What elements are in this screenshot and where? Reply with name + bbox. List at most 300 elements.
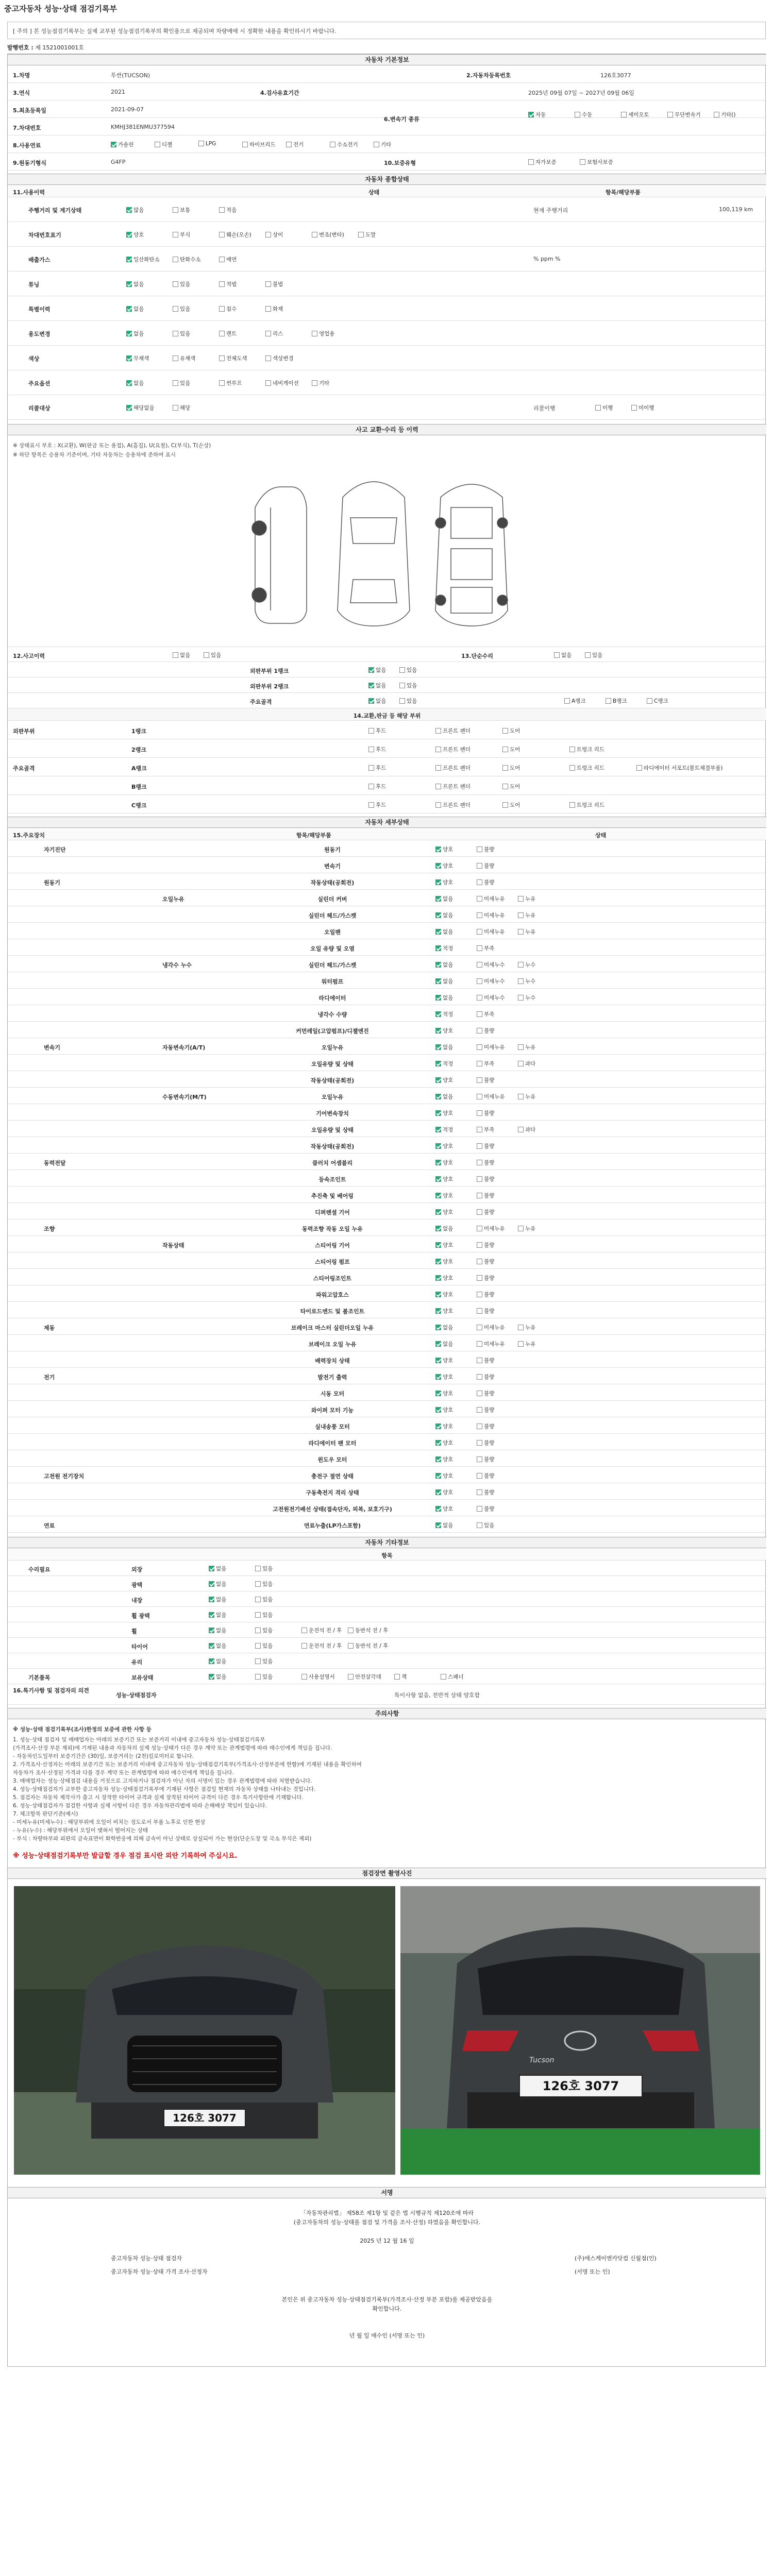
checkbox[interactable] [569, 747, 575, 752]
checkbox[interactable] [255, 1658, 261, 1664]
checkbox[interactable] [435, 1242, 441, 1248]
option-1[interactable] [477, 1406, 494, 1414]
checkbox[interactable] [477, 978, 482, 984]
option-5[interactable] [358, 231, 376, 239]
checkbox[interactable] [518, 1127, 524, 1132]
checkbox[interactable] [374, 142, 379, 147]
option-3[interactable] [265, 280, 283, 288]
option-2[interactable] [502, 764, 520, 772]
option-1[interactable] [477, 1241, 494, 1249]
option-1[interactable] [255, 1596, 273, 1603]
checkbox[interactable] [219, 331, 225, 336]
option-1[interactable] [255, 1673, 273, 1681]
checkbox[interactable] [477, 1242, 482, 1248]
checkbox[interactable] [368, 698, 374, 704]
option-0[interactable] [435, 1324, 453, 1331]
checkbox[interactable] [330, 142, 335, 147]
checkbox[interactable] [126, 257, 132, 262]
option-2[interactable] [518, 994, 535, 1002]
checkbox[interactable] [435, 1341, 441, 1347]
option-1[interactable] [173, 379, 190, 387]
option-0[interactable] [435, 1357, 453, 1364]
option-1[interactable] [575, 111, 592, 118]
option-2[interactable] [219, 354, 247, 362]
checkbox[interactable] [518, 896, 524, 902]
option-3[interactable] [265, 330, 283, 337]
option-3[interactable] [348, 1626, 388, 1634]
option-0[interactable] [595, 404, 613, 412]
checkbox[interactable] [477, 1489, 482, 1495]
option-1[interactable] [255, 1580, 273, 1588]
checkbox[interactable] [435, 1209, 441, 1215]
checkbox[interactable] [368, 765, 374, 771]
option-4[interactable] [636, 764, 723, 772]
option-1[interactable] [477, 1258, 494, 1265]
option-5[interactable] [441, 1673, 463, 1681]
option-0[interactable] [435, 1389, 453, 1397]
checkbox[interactable] [477, 945, 482, 951]
checkbox[interactable] [435, 1308, 441, 1314]
option-2[interactable] [219, 379, 242, 387]
checkbox[interactable] [435, 1522, 441, 1528]
option-1[interactable] [477, 1472, 494, 1480]
option-0[interactable] [435, 1126, 453, 1133]
checkbox[interactable] [265, 306, 271, 312]
option-0[interactable] [435, 1241, 453, 1249]
checkbox[interactable] [126, 331, 132, 336]
option-1[interactable] [173, 280, 190, 288]
checkbox[interactable] [255, 1566, 261, 1571]
checkbox[interactable] [477, 846, 482, 852]
option-1[interactable] [477, 845, 494, 853]
checkbox[interactable] [477, 1160, 482, 1165]
option-0[interactable] [126, 379, 144, 387]
checkbox[interactable] [528, 112, 534, 117]
option-0[interactable] [435, 845, 453, 853]
option-1[interactable] [580, 158, 613, 166]
option-0[interactable] [435, 1208, 453, 1216]
checkbox[interactable] [265, 380, 271, 386]
checkbox[interactable] [518, 995, 524, 1001]
option-1[interactable] [477, 1126, 494, 1133]
checkbox[interactable] [435, 1374, 441, 1380]
checkbox[interactable] [435, 912, 441, 918]
option-0[interactable] [126, 305, 144, 313]
option-1[interactable] [477, 1159, 494, 1166]
checkbox[interactable] [477, 1028, 482, 1033]
checkbox[interactable] [368, 683, 374, 688]
option-1[interactable] [435, 727, 470, 735]
option-2[interactable] [518, 928, 535, 936]
option-0[interactable] [435, 1076, 453, 1084]
checkbox[interactable] [477, 1506, 482, 1512]
checkbox[interactable] [173, 257, 178, 262]
checkbox[interactable] [435, 863, 441, 869]
option-0[interactable] [435, 1142, 453, 1150]
checkbox[interactable] [477, 1341, 482, 1347]
checkbox[interactable] [255, 1581, 261, 1587]
option-0[interactable] [435, 944, 453, 952]
option-2[interactable] [518, 961, 535, 969]
option-3[interactable] [242, 141, 276, 148]
option-0[interactable] [435, 1340, 453, 1348]
option-0[interactable] [209, 1596, 226, 1603]
checkbox[interactable] [502, 765, 508, 771]
checkbox[interactable] [714, 112, 719, 117]
checkbox[interactable] [265, 281, 271, 287]
checkbox[interactable] [219, 281, 225, 287]
checkbox[interactable] [477, 1292, 482, 1297]
option-1[interactable] [477, 1439, 494, 1447]
option-2[interactable] [219, 305, 237, 313]
option-0[interactable] [554, 651, 572, 659]
checkbox[interactable] [126, 207, 132, 213]
option-2[interactable] [518, 1225, 535, 1232]
checkbox[interactable] [219, 207, 225, 213]
option-0[interactable] [435, 895, 453, 903]
option-0[interactable] [368, 727, 386, 735]
checkbox[interactable] [518, 1044, 524, 1050]
option-1[interactable] [399, 666, 417, 674]
option-0[interactable] [126, 256, 160, 263]
option-0[interactable] [435, 928, 453, 936]
checkbox[interactable] [348, 1628, 354, 1633]
checkbox[interactable] [265, 232, 271, 238]
option-1[interactable] [477, 1043, 505, 1051]
checkbox[interactable] [435, 1028, 441, 1033]
option-1[interactable] [477, 1324, 505, 1331]
option-0[interactable] [435, 1505, 453, 1513]
option-1[interactable] [477, 928, 505, 936]
option-4[interactable] [286, 141, 304, 148]
option-2[interactable] [518, 895, 535, 903]
option-1[interactable] [606, 697, 627, 705]
checkbox[interactable] [435, 1143, 441, 1149]
option-2[interactable] [518, 1324, 535, 1331]
checkbox[interactable] [435, 1127, 441, 1132]
option-0[interactable] [111, 141, 133, 148]
checkbox[interactable] [477, 1110, 482, 1116]
checkbox[interactable] [435, 1440, 441, 1446]
option-1[interactable] [255, 1626, 273, 1634]
checkbox[interactable] [435, 945, 441, 951]
checkbox[interactable] [435, 1044, 441, 1050]
option-1[interactable] [173, 231, 190, 239]
option-0[interactable] [368, 783, 386, 790]
option-2[interactable] [621, 111, 649, 118]
checkbox[interactable] [518, 929, 524, 935]
checkbox[interactable] [219, 355, 225, 361]
checkbox[interactable] [477, 929, 482, 935]
option-4[interactable] [312, 231, 344, 239]
option-1[interactable] [477, 1060, 494, 1067]
option-0[interactable] [435, 1225, 453, 1232]
checkbox[interactable] [435, 1110, 441, 1116]
checkbox[interactable] [173, 207, 178, 213]
option-1[interactable] [477, 1175, 494, 1183]
option-2[interactable] [518, 1093, 535, 1100]
option-1[interactable] [477, 977, 505, 985]
checkbox[interactable] [399, 667, 405, 673]
option-1[interactable] [155, 141, 172, 148]
option-1[interactable] [477, 1109, 494, 1117]
checkbox[interactable] [219, 380, 225, 386]
option-2[interactable] [502, 801, 520, 809]
checkbox[interactable] [435, 802, 441, 808]
option-0[interactable] [368, 697, 386, 705]
checkbox[interactable] [569, 765, 575, 771]
checkbox[interactable] [209, 1581, 214, 1587]
checkbox[interactable] [173, 331, 178, 336]
checkbox[interactable] [477, 1407, 482, 1413]
option-0[interactable] [209, 1642, 226, 1650]
checkbox[interactable] [209, 1674, 214, 1680]
option-1[interactable] [399, 682, 417, 689]
checkbox[interactable] [435, 1275, 441, 1281]
option-2[interactable] [647, 697, 668, 705]
option-1[interactable] [477, 895, 505, 903]
option-0[interactable] [126, 280, 144, 288]
option-1[interactable] [631, 404, 654, 412]
checkbox[interactable] [435, 1176, 441, 1182]
option-1[interactable] [477, 1389, 494, 1397]
option-0[interactable] [435, 1010, 453, 1018]
checkbox[interactable] [126, 306, 132, 312]
option-0[interactable] [435, 1488, 453, 1496]
checkbox[interactable] [606, 698, 611, 704]
checkbox[interactable] [502, 728, 508, 734]
checkbox[interactable] [477, 1456, 482, 1462]
option-1[interactable] [477, 1291, 494, 1298]
option-2[interactable] [198, 141, 216, 147]
checkbox[interactable] [477, 1358, 482, 1363]
option-2[interactable] [518, 1043, 535, 1051]
option-0[interactable] [209, 1657, 226, 1665]
checkbox[interactable] [580, 159, 585, 165]
checkbox[interactable] [255, 1597, 261, 1602]
checkbox[interactable] [518, 1325, 524, 1330]
option-1[interactable] [255, 1642, 273, 1650]
option-2[interactable] [518, 1340, 535, 1348]
checkbox[interactable] [399, 683, 405, 688]
checkbox[interactable] [209, 1597, 214, 1602]
option-0[interactable] [435, 1043, 453, 1051]
option-1[interactable] [477, 961, 505, 969]
option-2[interactable] [219, 206, 237, 214]
checkbox[interactable] [348, 1643, 354, 1649]
checkbox[interactable] [435, 1506, 441, 1512]
checkbox[interactable] [518, 1061, 524, 1066]
checkbox[interactable] [173, 306, 178, 312]
option-2[interactable] [301, 1642, 342, 1650]
checkbox[interactable] [435, 1358, 441, 1363]
option-1[interactable] [477, 1027, 494, 1035]
option-3[interactable] [265, 305, 283, 313]
checkbox[interactable] [173, 355, 178, 361]
checkbox[interactable] [255, 1643, 261, 1649]
checkbox[interactable] [255, 1628, 261, 1633]
option-0[interactable] [368, 682, 386, 689]
checkbox[interactable] [255, 1674, 261, 1680]
option-1[interactable] [173, 404, 190, 412]
checkbox[interactable] [111, 142, 116, 147]
checkbox[interactable] [435, 978, 441, 984]
option-6[interactable] [374, 141, 391, 148]
checkbox[interactable] [204, 652, 209, 658]
option-2[interactable] [518, 1060, 535, 1067]
checkbox[interactable] [435, 1160, 441, 1165]
option-1[interactable] [477, 1521, 494, 1529]
checkbox[interactable] [477, 1391, 482, 1396]
option-1[interactable] [435, 783, 470, 790]
checkbox[interactable] [399, 698, 405, 704]
checkbox[interactable] [477, 912, 482, 918]
checkbox[interactable] [477, 1325, 482, 1330]
option-0[interactable] [435, 1439, 453, 1447]
checkbox[interactable] [477, 879, 482, 885]
option-0[interactable] [368, 745, 386, 753]
checkbox[interactable] [209, 1643, 214, 1649]
option-0[interactable] [209, 1673, 226, 1681]
option-0[interactable] [209, 1580, 226, 1588]
option-2[interactable] [301, 1673, 335, 1681]
option-0[interactable] [435, 1192, 453, 1199]
option-1[interactable] [477, 1142, 494, 1150]
option-0[interactable] [435, 1307, 453, 1315]
checkbox[interactable] [477, 1127, 482, 1132]
checkbox[interactable] [477, 1374, 482, 1380]
checkbox[interactable] [575, 112, 580, 117]
option-0[interactable] [368, 801, 386, 809]
checkbox[interactable] [435, 784, 441, 789]
option-1[interactable] [477, 994, 505, 1002]
option-2[interactable] [502, 745, 520, 753]
option-0[interactable] [126, 404, 155, 412]
option-2[interactable] [518, 977, 535, 985]
checkbox[interactable] [435, 1259, 441, 1264]
checkbox[interactable] [631, 405, 637, 411]
option-4[interactable] [312, 379, 329, 387]
checkbox[interactable] [435, 995, 441, 1001]
option-3[interactable] [265, 354, 294, 362]
option-0[interactable] [435, 1472, 453, 1480]
option-1[interactable] [477, 1340, 505, 1348]
checkbox[interactable] [477, 1440, 482, 1446]
option-1[interactable] [477, 1010, 494, 1018]
option-0[interactable] [435, 878, 453, 886]
checkbox[interactable] [502, 802, 508, 808]
checkbox[interactable] [435, 1226, 441, 1231]
option-1[interactable] [477, 1373, 494, 1381]
checkbox[interactable] [477, 1143, 482, 1149]
option-1[interactable] [477, 878, 494, 886]
checkbox[interactable] [312, 380, 317, 386]
checkbox[interactable] [368, 747, 374, 752]
checkbox[interactable] [435, 1407, 441, 1413]
checkbox[interactable] [477, 1193, 482, 1198]
option-0[interactable] [435, 911, 453, 919]
checkbox[interactable] [209, 1628, 214, 1633]
checkbox[interactable] [368, 784, 374, 789]
checkbox[interactable] [126, 405, 132, 411]
option-1[interactable] [477, 862, 494, 870]
checkbox[interactable] [477, 1176, 482, 1182]
option-1[interactable] [477, 1488, 494, 1496]
option-2[interactable] [219, 330, 237, 337]
checkbox[interactable] [435, 1423, 441, 1429]
option-3[interactable] [265, 231, 283, 239]
checkbox[interactable] [435, 879, 441, 885]
checkbox[interactable] [477, 1209, 482, 1215]
option-2[interactable] [301, 1626, 342, 1634]
checkbox[interactable] [435, 962, 441, 968]
checkbox[interactable] [301, 1643, 307, 1649]
option-1[interactable] [173, 354, 195, 362]
checkbox[interactable] [173, 281, 178, 287]
option-2[interactable] [502, 727, 520, 735]
checkbox[interactable] [265, 355, 271, 361]
option-0[interactable] [435, 1291, 453, 1298]
option-0[interactable] [435, 1175, 453, 1183]
checkbox[interactable] [435, 1292, 441, 1297]
checkbox[interactable] [435, 1094, 441, 1099]
checkbox[interactable] [368, 802, 374, 808]
checkbox[interactable] [564, 698, 570, 704]
option-1[interactable] [477, 1455, 494, 1463]
checkbox[interactable] [477, 962, 482, 968]
checkbox[interactable] [312, 232, 317, 238]
checkbox[interactable] [477, 1423, 482, 1429]
option-1[interactable] [255, 1657, 273, 1665]
checkbox[interactable] [518, 1094, 524, 1099]
option-0[interactable] [209, 1626, 226, 1634]
checkbox[interactable] [435, 1489, 441, 1495]
checkbox[interactable] [477, 995, 482, 1001]
option-1[interactable] [173, 305, 190, 313]
option-1[interactable] [173, 330, 190, 337]
option-2[interactable] [518, 1126, 535, 1133]
option-1[interactable] [435, 745, 470, 753]
checkbox[interactable] [477, 1226, 482, 1231]
option-1[interactable] [173, 256, 201, 263]
option-0[interactable] [126, 330, 144, 337]
checkbox[interactable] [435, 929, 441, 935]
checkbox[interactable] [518, 1226, 524, 1231]
checkbox[interactable] [477, 896, 482, 902]
checkbox[interactable] [502, 784, 508, 789]
option-0[interactable] [435, 1093, 453, 1100]
option-1[interactable] [477, 1192, 494, 1199]
option-1[interactable] [477, 1208, 494, 1216]
option-3[interactable] [348, 1642, 388, 1650]
option-1[interactable] [477, 1076, 494, 1084]
checkbox[interactable] [477, 1308, 482, 1314]
option-2[interactable] [219, 231, 251, 239]
checkbox[interactable] [647, 698, 652, 704]
checkbox[interactable] [198, 141, 204, 146]
checkbox[interactable] [209, 1612, 214, 1618]
checkbox[interactable] [477, 1522, 482, 1528]
option-0[interactable] [173, 651, 190, 659]
option-1[interactable] [477, 1274, 494, 1282]
option-3[interactable] [569, 801, 604, 809]
checkbox[interactable] [667, 112, 673, 117]
checkbox[interactable] [394, 1674, 400, 1680]
option-3[interactable] [569, 745, 604, 753]
checkbox[interactable] [368, 728, 374, 734]
option-0[interactable] [564, 697, 585, 705]
option-0[interactable] [368, 666, 386, 674]
